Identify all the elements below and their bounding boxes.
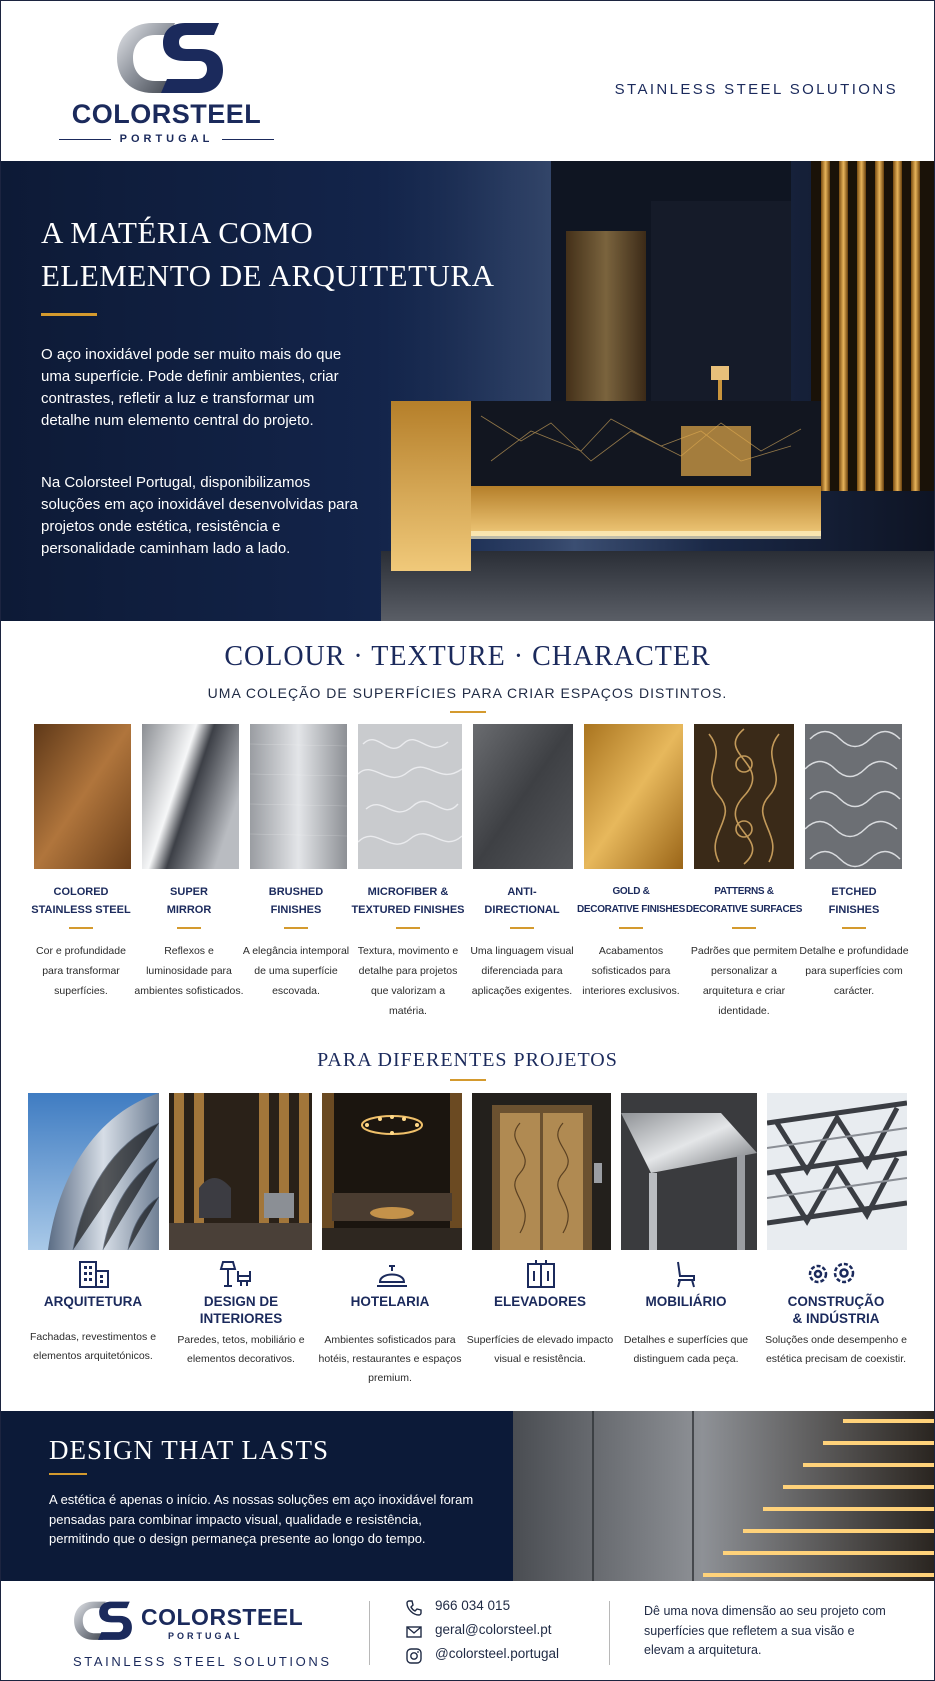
project-label-furniture [611,1293,761,1310]
finish-label-line2: DECORATIVE FINISHES [576,904,686,915]
finish-accent-rule [842,927,866,929]
finish-accent-rule [396,927,420,929]
project-image-interiors [169,1093,312,1250]
project-desc-hospitality: Ambientes sofisticados para hotéis, restaurantes e espaços premium. [318,1334,462,1384]
finish-label-line2: DIRECTIONAL [484,904,560,916]
project-label-line2: INTERIORES [199,1311,283,1326]
project-label-interiors [166,1293,316,1327]
project-image-hospitality [322,1093,462,1250]
finish-label-line1: SUPER [170,886,208,898]
project-label-line1: ELEVADORES [493,1294,586,1309]
footer-divider [369,1601,370,1665]
finish-accent-rule [69,927,93,929]
project-label-hospitality [315,1293,465,1310]
finish-label-line1: ETCHED [831,886,877,898]
finish-label-gold [573,883,689,919]
email-address: geral@colorsteel.pt [435,1622,552,1637]
footer-divider [609,1601,610,1665]
cs-logo-icon [73,1599,133,1643]
instagram-handle: @colorsteel.portugal [435,1646,560,1661]
footer-logo[interactable] [73,1599,313,1649]
finish-label-line2: FINISHES [270,904,322,916]
finish-label-line2: MIRROR [166,904,212,916]
project-desc-architecture: Fachadas, revestimentos e elementos arquitetónicos. [29,1331,157,1362]
header [1,1,934,161]
finish-desc-patterns: Padrões que permitem personalizar a arquitetura e criar identidade. [690,945,798,1017]
finish-label-line1: COLORED [53,886,109,898]
colorsteel-logo[interactable] [59,21,279,146]
swatch-anti-directional [473,724,573,869]
phone-icon [405,1599,423,1617]
finish-desc-colored: Cor e profundidade para transformar superfícies. [36,945,126,997]
finish-label-microfiber [347,883,469,919]
logo-divider-right [222,139,274,140]
collection-subtitle: UMA COLEÇÃO DE SUPERFÍCIES PARA CRIAR ESPAÇOS DISTINTOS. [207,685,728,701]
swatch-super-mirror [142,724,239,869]
hero-paragraph-1: O aço inoxidável pode ser muito mais do que uma superfície. Pode definir ambientes, criar contrastes, refletir a luz e transformar um detalhe num elemento central do projeto. [41,346,342,429]
header-tagline: STAINLESS STEEL SOLUTIONS [614,81,898,98]
footer-word-steel: STEEL [226,1604,304,1630]
project-label-line1: ARQUITETURA [43,1294,143,1309]
lamp-chair-icon [219,1259,253,1289]
finish-accent-rule [177,927,201,929]
finish-accent-rule [284,927,308,929]
project-label-line1: CONSTRUÇÃO [787,1294,885,1309]
finish-label-colored [26,883,136,919]
footer-logo-subtitle: PORTUGAL [168,1631,243,1641]
finish-label-line1: GOLD & [612,886,650,897]
finish-accent-rule [510,927,534,929]
project-label-line2: & INDÚSTRIA [792,1311,880,1326]
finish-label-line1: MICROFIBER & [367,886,449,898]
collection-accent-rule [450,711,486,713]
hero-title-line1: A MATÉRIA COMO [41,215,314,250]
service-bell-icon [375,1259,409,1289]
projects-title: PARA DIFERENTES PROJETOS [317,1049,618,1071]
phone-number: 966 034 015 [435,1598,511,1613]
instagram-icon [405,1647,423,1665]
swatch-patterns [694,724,794,869]
finish-accent-rule [732,927,756,929]
logo-wordmark [59,99,274,130]
cs-logo-icon [115,21,225,96]
projects-accent-rule [450,1079,486,1081]
footer [1,1581,934,1681]
project-desc-furniture: Detalhes e superfícies que distinguem cada peça. [623,1334,749,1365]
finish-accent-rule [619,927,643,929]
design-title: DESIGN THAT LASTS [49,1435,330,1465]
hero-title-line2: ELEMENTO DE ARQUITETURA [41,258,495,293]
project-image-construction [767,1093,907,1250]
project-image-furniture [621,1093,757,1250]
finish-label-line1: ANTI- [507,886,537,898]
footer-word-color: COLOR [141,1604,227,1630]
logo-subtitle: PORTUGAL [119,133,214,145]
elevator-icon [524,1259,558,1289]
finish-label-etched [799,883,909,919]
design-accent-rule [49,1473,87,1475]
project-desc-construction: Soluções onde desempenho e estética precisam de coexistir. [765,1334,907,1365]
footer-tagline: STAINLESS STEEL SOLUTIONS [73,1654,332,1669]
hero-accent-rule [41,313,97,316]
finish-label-brushed [241,883,351,919]
project-label-elevators [465,1293,615,1310]
design-text: A estética é apenas o início. As nossas soluções em aço inoxidável foram pensadas para combinar impacto visual, qualidade e resistência, permitindo que o design permaneça presente ao longo do tempo. [49,1492,474,1546]
finish-desc-gold: Acabamentos sofisticados para interiores exclusivos. [582,945,680,997]
contact-email[interactable] [405,1622,605,1642]
finish-label-line1: BRUSHED [268,886,324,898]
footer-wordmark [141,1604,303,1631]
contact-instagram[interactable] [405,1646,605,1666]
hero-title [41,211,511,297]
finish-label-line2: DECORATIVE SURFACES [685,904,803,915]
project-desc-interiors: Paredes, tetos, mobiliário e elementos decorativos. [177,1334,305,1365]
swatch-colored [34,724,131,869]
project-desc-elevators: Superfícies de elevado impacto visual e resistência. [466,1334,614,1365]
finish-label-line2: TEXTURED FINISHES [351,904,465,916]
finish-desc-etched: Detalhe e profundidade para superfícies com carácter. [799,945,909,997]
logo-word-steel: STEEL [171,99,262,129]
building-icon [77,1259,111,1289]
chair-icon [669,1259,703,1289]
finish-label-patterns [685,883,803,919]
stairs-image [513,1411,934,1581]
mail-icon [405,1623,423,1641]
contact-phone[interactable] [405,1598,605,1618]
swatch-gold [584,724,683,869]
hero-section [1,161,934,621]
hero-paragraph-2: Na Colorsteel Portugal, disponibilizamos soluções em aço inoxidável desenvolvidas para projetos onde estética, resistência e personalidade caminham lado a lado. [41,474,358,557]
project-image-elevators [472,1093,611,1250]
footer-claim: Dê uma nova dimensão ao seu projeto com superfícies que refletem a sua visão e elevam a arquitetura. [644,1604,886,1657]
design-band [1,1411,934,1581]
finish-label-anti-directional [467,883,577,919]
project-label-line1: DESIGN DE [203,1294,279,1309]
collection-title: COLOUR · TEXTURE · CHARACTER [224,641,711,672]
project-label-construction [761,1293,911,1327]
finish-label-line2: STAINLESS STEEL [31,904,131,916]
finish-label-line1: PATTERNS & [714,886,774,897]
project-label-line1: MOBILIÁRIO [645,1294,727,1309]
gears-icon [804,1259,860,1289]
finish-desc-super-mirror: Reflexos e luminosidade para ambientes sofisticados. [134,945,244,997]
finish-desc-brushed: A elegância intemporal de uma superfície escovada. [242,945,350,997]
project-label-architecture [18,1293,168,1310]
finish-desc-microfiber: Textura, movimento e detalhe para projetos que valorizam a matéria. [357,945,459,1017]
project-label-line1: HOTELARIA [350,1294,430,1309]
finish-label-line2: FINISHES [828,904,880,916]
project-image-architecture [28,1093,159,1250]
swatch-etched [805,724,902,869]
swatch-microfiber [358,724,462,869]
finish-desc-anti-directional: Uma linguagem visual diferenciada para aplicações exigentes. [470,945,574,997]
finish-label-super-mirror [134,883,244,919]
logo-word-color: COLOR [71,99,172,129]
swatch-brushed [250,724,347,869]
